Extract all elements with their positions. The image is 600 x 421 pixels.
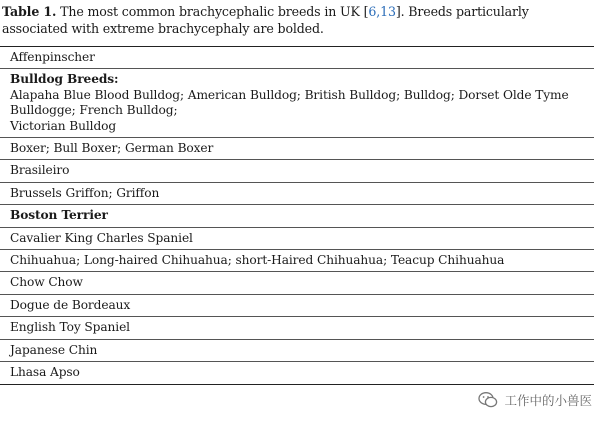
- watermark-text: 工作中的小兽医: [504, 393, 592, 408]
- breeds-table: [0, 46, 594, 385]
- table-row: Cavalier King Charles Spaniel: [0, 228, 594, 250]
- table-row: Boston Terrier: [0, 205, 594, 227]
- table-row: Brasileiro: [0, 160, 594, 182]
- caption-text: The most common brachycephalic breeds in UK [: [56, 4, 369, 19]
- group-members-cont: Victorian Bulldog: [10, 118, 117, 133]
- table-label: Table 1.: [2, 4, 57, 19]
- table-row: Boxer; Bull Boxer; German Boxer: [0, 138, 594, 160]
- group-heading: Bulldog Breeds:: [10, 72, 119, 87]
- table-row: Lhasa Apso: [10, 365, 80, 380]
- table-row: Chihuahua; Long-haired Chihuahua; short-Haired Chihuahua; Teacup Chihuahua: [0, 250, 594, 272]
- table-row-bulldog-breeds: [0, 69, 594, 138]
- table-row: Japanese Chin: [0, 340, 594, 362]
- group-members: Alapaha Blue Blood Bulldog; American Bulldog; British Bulldog; Bulldog; Dorset Olde Tyme Bulldogge; French Bulldog;: [10, 87, 569, 118]
- watermark: [478, 391, 592, 409]
- table-row: Dogue de Bordeaux: [0, 295, 594, 317]
- caption-text-end: ]. Breeds particularly associated with extreme brachycephaly are bolded.: [2, 4, 529, 36]
- table-row: Chow Chow: [0, 272, 594, 294]
- table-caption: [2, 3, 594, 37]
- table-row: Affenpinscher: [0, 47, 594, 69]
- table-row: English Toy Spaniel: [0, 317, 594, 339]
- wechat-icon: [478, 391, 498, 409]
- table-row: Brussels Griffon; Griffon: [0, 183, 594, 205]
- reference-link[interactable]: 6,13: [368, 4, 396, 19]
